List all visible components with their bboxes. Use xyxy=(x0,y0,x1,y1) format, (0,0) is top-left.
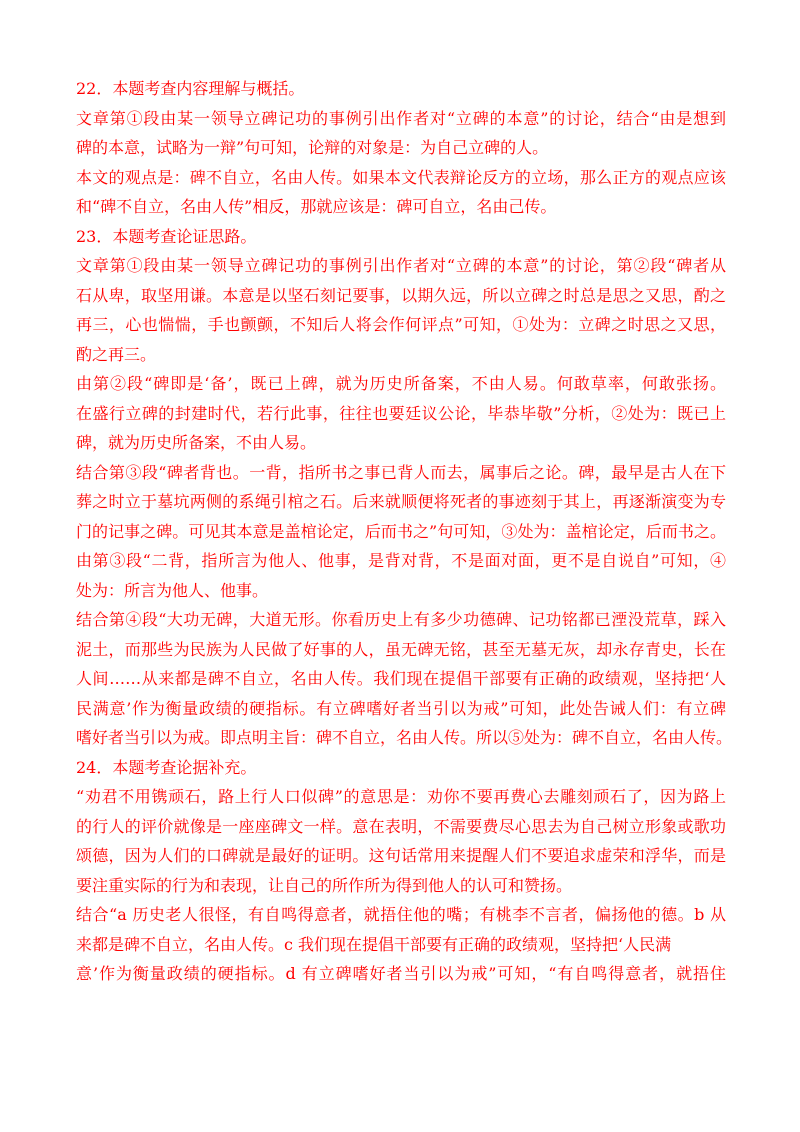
paragraph-line: 文章第①段由某一领导立碑记功的事例引出作者对“立碑的本意”的讨论，结合“由是想到 xyxy=(76,108,726,128)
paragraph-line: 在盛行立碑的封建时代，若行此事，往往也要廷议公论，毕恭毕敬”分析，②处为：既已上 xyxy=(76,403,726,423)
paragraph-line: 颂德，因为人们的口碑就是最好的证明。这句话常用来提醒人们不要追求虚荣和浮华，而是 xyxy=(76,846,726,865)
paragraph-line: 来都是碑不自立，名由人传。c 我们现在提倡干部要有正确的政绩观，坚持把‘人民满 xyxy=(76,934,672,954)
paragraph-line: 碑，就为历史所备案，不由人易。 xyxy=(76,433,317,452)
paragraph-line: 泥土，而那些为民族为人民做了好事的人，虽无碑无铭，甚至无墓无灰，却永存青史，长在 xyxy=(76,639,726,659)
paragraph-line: 门的记事之碑。可见其本意是盖棺论定，后而书之”句可知，③处为：盖棺论定，后而书之。 xyxy=(76,521,726,541)
paragraph-line: 结合第③段“碑者背也。一背，指所书之事已背人而去，属事后之论。碑，最早是古人在下 xyxy=(76,462,726,482)
paragraph-line: 嗜好者当引以为戒。即点明主旨：碑不自立，名由人传。所以⑤处为：碑不自立，名由人传。 xyxy=(76,728,733,747)
paragraph-line: 要注重实际的行为和表现，让自己的所作所为得到他人的认可和赞扬。 xyxy=(76,875,573,895)
paragraph-line: 民满意’作为衡量政绩的硬指标。有立碑嗜好者当引以为戒”可知，此处告诫人们：有立碑 xyxy=(76,698,726,718)
question-23-heading: 23．本题考查论证思路。 xyxy=(76,226,257,246)
paragraph-line: 结合第④段“大功无碑，大道无形。你看历史上有多少功德碑、记功铭都已湮没荒草，踩入 xyxy=(76,610,726,629)
answer-analysis-text xyxy=(76,74,733,989)
paragraph-line: 碑的本意，试略为一辩”句可知，论辩的对象是：为自己立碑的人。 xyxy=(76,138,549,157)
paragraph-line: 人间……从来都是碑不自立，名由人传。我们现在提倡干部要有正确的政绩观，坚持把‘人 xyxy=(76,669,726,688)
paragraph-line: 结合“a 历史老人很怪，有自鸣得意者，就捂住他的嘴；有桃李不言者，偏扬他的德。b 从 xyxy=(76,905,726,924)
paragraph-line: 文章第①段由某一领导立碑记功的事例引出作者对“立碑的本意”的讨论，第②段“碑者从 xyxy=(76,256,726,275)
paragraph-line: 酌之再三。 xyxy=(76,344,157,364)
paragraph-line: 石从卑，取坚用谦。本意是以坚石刻记要事，以期久远，所以立碑之时总是思之又思，酌之 xyxy=(76,285,726,305)
paragraph-line: “劝君不用镌顽石，路上行人口似碑”的意思是：劝你不要再费心去雕刻顽石了，因为路上 xyxy=(76,787,726,806)
paragraph-line: 由第②段“碑即是‘备’，既已上碑，就为历史所备案，不由人易。何敢草率，何敢张扬。 xyxy=(76,374,726,393)
question-24-heading: 24．本题考查论据补充。 xyxy=(76,757,257,777)
paragraph-line: 由第③段“二背，指所言为他人、他事，是背对背，不是面对面，更不是自说自”可知，④ xyxy=(76,551,726,570)
question-22-heading: 22．本题考查内容理解与概括。 xyxy=(76,79,305,98)
paragraph-line: 葬之时立于墓坑两侧的系绳引棺之石。后来就顺便将死者的事迹刻于其上，再逐渐演变为专 xyxy=(76,492,726,511)
paragraph-line: 再三，心也惴惴，手也颤颤，不知后人将会作何评点”可知，①处为：立碑之时思之又思， xyxy=(76,315,726,334)
paragraph-line: 本文的观点是：碑不自立，名由人传。如果本文代表辩论反方的立场，那么正方的观点应该 xyxy=(76,167,726,187)
paragraph-line: 处为：所言为他人、他事。 xyxy=(76,580,269,600)
paragraph-line: 意’作为衡量政绩的硬指标。d 有立碑嗜好者当引以为戒”可知，“有自鸣得意者，就捂住 xyxy=(76,964,726,983)
paragraph-line: 的行人的评价就像是一座座碑文一样。意在表明，不需要费尽心思去为自己树立形象或歌功 xyxy=(76,816,726,836)
paragraph-line: 和“碑不自立，名由人传”相反，那就应该是：碑可自立，名由己传。 xyxy=(76,197,557,216)
